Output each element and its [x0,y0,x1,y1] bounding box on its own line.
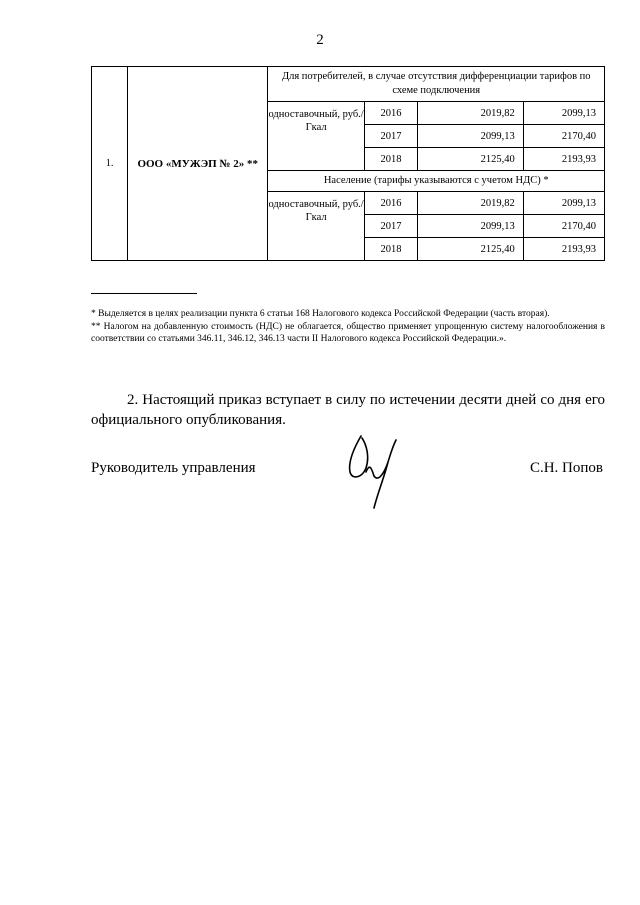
effective-date-paragraph: 2. Настоящий приказ вступает в силу по истечении десяти дней со дня его официального опубликования. [91,392,605,428]
tariff-value-cell: 2170,40 [523,125,604,148]
signatory-title: Руководитель управления [91,460,256,476]
tariff-value-cell: 2099,13 [418,125,523,148]
tariff-value-cell: 2193,93 [523,148,604,171]
year-cell: 2016 [364,192,418,215]
tariff-value-cell: 2099,13 [523,102,604,125]
tariff-value-cell: 2019,82 [418,102,523,125]
footnotes [91,308,605,346]
footnote-no-vat: ** Налогом на добавленную стоимость (НДС) не облагается, общество применяет упрощенную систему налогообложения в соответствии со статьями 346.11, 346.12, 346.13 части II Налогового кодекса Российской Федерации.». [91,321,605,344]
tariff-value-cell: 2193,93 [523,238,604,261]
tariff-value-cell: 2099,13 [523,192,604,215]
tariff-value-cell: 2019,82 [418,192,523,215]
section-header: Для потребителей, в случае отсутствия дифференциации тарифов по схеме подключения [268,67,605,102]
year-cell: 2018 [364,148,418,171]
unit-cell: одноставочный, руб./Гкал [268,192,364,261]
section-header: Население (тарифы указываются с учетом НДС) * [268,171,605,192]
year-cell: 2017 [364,125,418,148]
footnote-divider [91,293,197,294]
year-cell: 2018 [364,238,418,261]
signatory-name: С.Н. Попов [529,460,603,476]
tariff-value-cell: 2099,13 [418,215,523,238]
handwritten-signature [344,432,404,510]
year-cell: 2016 [364,102,418,125]
organization-cell: ООО «МУЖЭП № 2» ** [128,67,268,261]
tariff-table [91,66,605,261]
page-number: 2 [316,32,324,48]
tariff-value-cell: 2125,40 [418,238,523,261]
year-cell: 2017 [364,215,418,238]
row-number-cell: 1. [92,67,128,261]
tariff-value-cell: 2170,40 [523,215,604,238]
unit-cell: одноставочный, руб./Гкал [268,102,364,171]
section-header-row [92,67,605,102]
footnote-vat: * Выделяется в целях реализации пункта 6 статьи 168 Налогового кодекса Российской Федерации (часть вторая). [91,309,550,319]
tariff-value-cell: 2125,40 [418,148,523,171]
